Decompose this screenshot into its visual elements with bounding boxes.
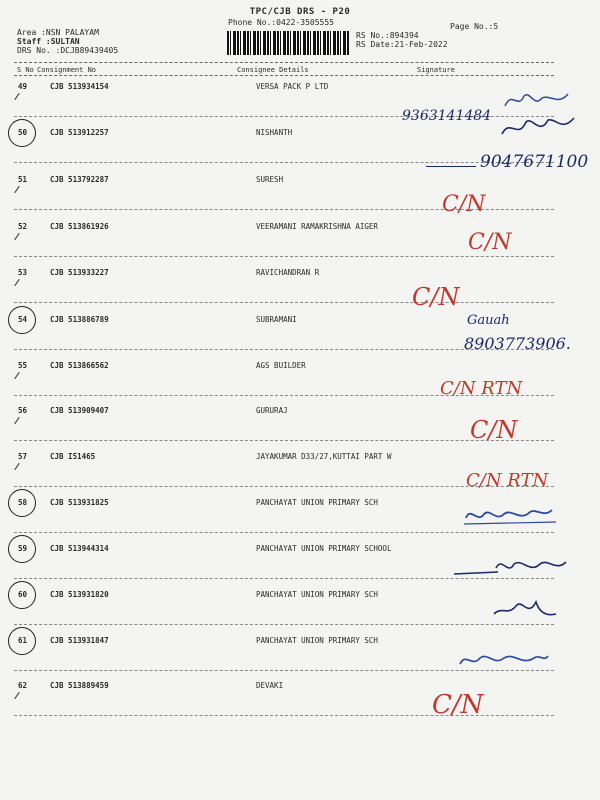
row-consignee: AGS BUILDER — [256, 361, 306, 370]
tick-mark — [14, 417, 19, 424]
handwritten-cn-rtn: C/N RTN — [466, 470, 549, 491]
row-divider — [14, 256, 554, 257]
handwritten-cn: C/N — [470, 416, 518, 444]
handwritten-cn-rtn: C/N RTN — [440, 378, 523, 399]
row-consignee: JAYAKUMAR D33/27,KUTTAI PART W — [256, 452, 392, 461]
row-consignment: CJB 513934154 — [50, 82, 109, 91]
page-number: Page No.:5 — [450, 22, 499, 31]
row-consignee: PANCHAYAT UNION PRIMARY SCH — [256, 590, 378, 599]
row-consignment: CJB 513944314 — [50, 544, 109, 553]
row-consignment: CJB 513886789 — [50, 315, 109, 324]
row-consignee: SURESH — [256, 175, 284, 184]
handwritten-cn: C/N — [412, 283, 460, 311]
phone-number: Phone No.:0422-3505555 — [228, 18, 334, 27]
row-consignment: CJB 513912257 — [50, 128, 109, 137]
barcode-image — [227, 31, 349, 55]
handwritten-cn: C/N — [468, 230, 512, 255]
row-consignee: PANCHAYAT UNION PRIMARY SCH — [256, 498, 378, 507]
col-header-signature: Signature — [417, 66, 455, 74]
handwritten-name: Gauah — [467, 313, 510, 328]
staff-label: Staff :SULTAN — [17, 37, 80, 46]
handwritten-cn: C/N — [442, 192, 486, 217]
signature-row-58 — [460, 500, 560, 530]
row-divider — [14, 162, 554, 163]
tick-mark — [14, 372, 19, 379]
tick-mark — [14, 186, 19, 193]
row-consignee: PANCHAYAT UNION PRIMARY SCHOOL — [256, 544, 392, 553]
row-consignment: CJB 513909407 — [50, 406, 109, 415]
row-consignment: CJB 513933227 — [50, 268, 109, 277]
row-divider — [14, 302, 554, 303]
tick-mark — [14, 692, 19, 699]
row-sno: 62 — [18, 681, 28, 690]
row-sno: 57 — [18, 452, 28, 461]
row-sno: 50 — [18, 128, 28, 137]
row-sno: 56 — [18, 406, 28, 415]
signature-row-60 — [490, 594, 560, 620]
tick-mark — [14, 463, 19, 470]
drs-number: DRS No. :DCJB89439405 — [17, 46, 119, 55]
col-header-consignee: Consignee Details — [237, 66, 309, 74]
row-sno: 53 — [18, 268, 28, 277]
row-consignee: VERSA PACK P LTD — [256, 82, 329, 91]
row-consignee: SUBRAMANI — [256, 315, 297, 324]
tick-mark — [14, 279, 19, 286]
handwritten-phone: 8903773906. — [464, 334, 571, 353]
row-consignment: CJB 513931847 — [50, 636, 109, 645]
row-sno: 61 — [18, 636, 28, 645]
table-row — [0, 268, 600, 314]
signature-row-50 — [500, 88, 580, 148]
row-sno: 60 — [18, 590, 28, 599]
tick-mark — [14, 233, 19, 240]
sheet-title: TPC/CJB DRS - P20 — [249, 7, 351, 17]
row-consignment: CJB I51465 — [50, 452, 96, 461]
row-sno: 54 — [18, 315, 28, 324]
table-row — [0, 681, 600, 727]
row-sno: 52 — [18, 222, 28, 231]
row-sno: 58 — [18, 498, 28, 507]
table-row — [0, 175, 600, 221]
column-divider — [14, 75, 554, 76]
rs-date: RS Date:21-Feb-2022 — [356, 40, 448, 49]
row-sno: 51 — [18, 175, 28, 184]
row-sno: 59 — [18, 544, 28, 553]
row-consignee: GURURAJ — [256, 406, 288, 415]
handwritten-phone: 9363141484 — [402, 108, 492, 124]
row-divider — [14, 532, 554, 533]
area-label: Area :NSN PALAYAM — [17, 28, 99, 37]
header-divider — [14, 62, 554, 63]
row-consignment: CJB 513931820 — [50, 590, 109, 599]
col-header-sno: S No — [17, 66, 34, 74]
row-consignee: NISHANTH — [256, 128, 293, 137]
row-consignment: CJB 513931825 — [50, 498, 109, 507]
row-consignee: RAVICHANDRAN R — [256, 268, 320, 277]
col-header-consignment: Consignment No — [37, 66, 97, 74]
handwritten-phone: 9047671100 — [480, 152, 589, 172]
row-divider — [14, 624, 554, 625]
row-consignment: CJB 513792287 — [50, 175, 109, 184]
row-sno: 49 — [18, 82, 28, 91]
row-consignment: CJB 513861926 — [50, 222, 109, 231]
row-sno: 55 — [18, 361, 28, 370]
row-consignee: DEVAKI — [256, 681, 284, 690]
tick-mark — [14, 93, 19, 100]
signature-row-61 — [454, 646, 550, 672]
rs-number: RS No.:894394 — [356, 31, 419, 40]
row-consignment: CJB 513889459 — [50, 681, 109, 690]
handwritten-dash — [426, 166, 476, 167]
row-consignment: CJB 513866562 — [50, 361, 109, 370]
row-consignee: VEERAMANI RAMAKRISHNA AIGER — [256, 222, 378, 231]
signature-row-59 — [452, 552, 572, 582]
row-consignee: PANCHAYAT UNION PRIMARY SCH — [256, 636, 378, 645]
handwritten-cn: C/N — [432, 690, 484, 720]
